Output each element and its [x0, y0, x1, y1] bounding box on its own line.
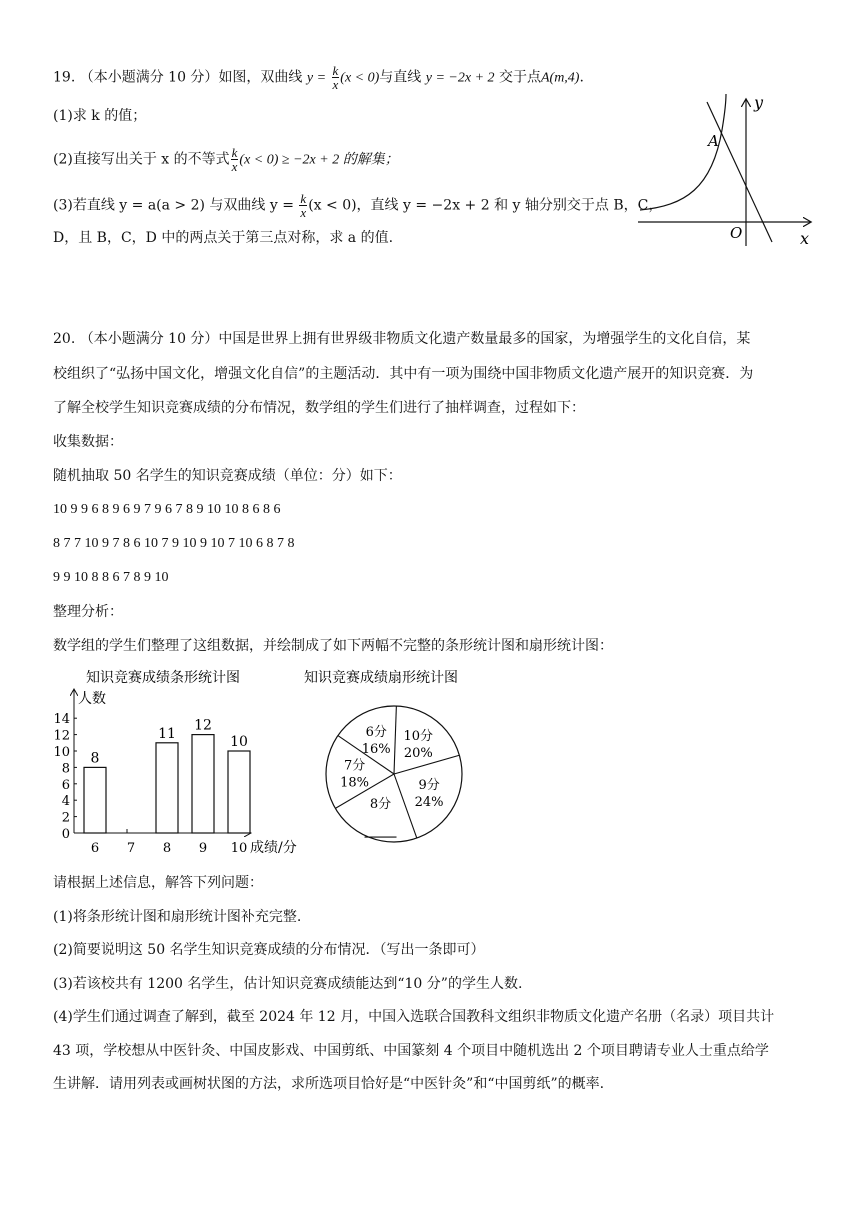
bar-6 — [84, 767, 106, 833]
graph-label-O: O — [730, 224, 743, 242]
q19-point: A(m,4) — [540, 70, 580, 86]
q19-score-note: （本小题满分 10 分） — [79, 69, 219, 86]
q20-data-row2: 8 7 7 10 9 7 8 6 10 7 9 10 9 10 7 10 6 8 7 8 — [53, 536, 295, 551]
q19-line-eq: y = −2x + 2 — [425, 70, 495, 86]
bar-value-label: 12 — [194, 717, 212, 734]
q19-part2-text-b: (x < 0) ≥ −2x + 2 的解集； — [239, 152, 399, 168]
q20-part1: (1)将条形统计图和扇形统计图补充完整. — [53, 909, 302, 925]
q20-line5: 随机抽取 50 名学生的知识竞赛成绩（单位：分）如下： — [53, 468, 402, 484]
bar-y-tick-label: 12 — [53, 728, 70, 744]
q19-part3-text-a: (3)若直线 y = a(a > 2) 与双曲线 y = — [53, 197, 294, 214]
q20-data-row1: 10 9 9 6 8 9 6 9 7 9 6 7 8 9 10 10 8 6 8 6 — [53, 502, 281, 517]
bar-y-tick-label: 10 — [53, 745, 70, 760]
q20-part2: (2)简要说明这 50 名学生知识竞赛成绩的分布情况．（写出一条即可） — [53, 942, 485, 958]
bar-x-tick-label: 10 — [230, 841, 248, 856]
pie-slice-label: 8分 — [369, 797, 392, 813]
q19-part3-text-b: (x < 0)，直线 y = −2x + 2 和 y 轴分别交于点 B，C， — [308, 197, 663, 214]
q19-part2 — [53, 146, 399, 173]
q20-line2: 校组织了“弘扬中国文化，增强文化自信”的主题活动．其中有一项为围绕中国非物质文化遗产展开的知识竞赛．为 — [53, 366, 754, 382]
graph-label-x: x — [800, 229, 810, 248]
pie-slice-label: 10分 — [403, 728, 434, 744]
q19-part2-frac-num: k — [231, 145, 238, 160]
q19-part1: (1)求 k 的值； — [53, 108, 147, 124]
bar-chart — [52, 666, 312, 860]
q19-stem-text-c: 交于点 — [498, 69, 541, 86]
q20-line8: 请根据上述信息，解答下列问题： — [53, 875, 263, 891]
q20-part4-line3: 生讲解．请用列表或画树状图的方法，求所选项目恰好是“中医针灸”和“中国剪纸”的概率. — [53, 1076, 605, 1092]
q20-line6: 整理分析： — [53, 604, 123, 620]
pie-chart — [300, 666, 490, 860]
q19-part3-cont: D，且 B，C，D 中的两点关于第三点对称，求 a 的值. — [53, 230, 394, 246]
q19-graph — [630, 90, 830, 250]
q19-part2-text-a: (2)直接写出关于 x 的不等式 — [53, 151, 230, 168]
graph-label-y: y — [754, 93, 764, 112]
pie-slice-label: 6分 — [365, 724, 387, 740]
q19-stem — [53, 64, 584, 91]
bar-x-tick-label: 9 — [198, 841, 208, 856]
q20-part4-line1: (4)学生们通过调查了解到，截至 2024 年 12 月，中国入选联合国教科文组织非物质文化遗产名册（名录）项目共计 — [53, 1009, 775, 1025]
bar-y-tick-label: 0 — [61, 827, 70, 842]
bar-chart-xlabel: 成绩/分 — [250, 840, 297, 856]
bar-chart-ylabel: 人数 — [78, 691, 106, 707]
q20-line7: 数学组的学生们整理了这组数据，并绘制成了如下两幅不完整的条形统计图和扇形统计图： — [53, 638, 613, 654]
bar-value-label: 11 — [158, 725, 176, 742]
q19-hyperbola-lhs: y = — [306, 70, 327, 86]
bar-y-tick-label: 6 — [61, 777, 70, 793]
q19-part3-frac-num: k — [300, 191, 307, 206]
q19-domain: (x < 0) — [340, 70, 380, 86]
pie-slice-percent: 20% — [403, 745, 433, 761]
q19-frac-den: x — [332, 77, 339, 92]
bar-chart-title: 知识竞赛成绩条形统计图 — [86, 670, 240, 686]
straight-line — [707, 102, 772, 242]
q19-stem-end: . — [579, 69, 584, 86]
q19-part3-fraction — [299, 192, 307, 219]
q19-frac-num: k — [332, 63, 339, 78]
q19-fraction — [332, 64, 340, 91]
bar-y-tick-label: 4 — [61, 794, 70, 810]
bar-value-label: 8 — [90, 750, 100, 767]
bar-8 — [156, 743, 178, 833]
q20-line3: 了解全校学生知识竞赛成绩的分布情况，数学组的学生们进行了抽样调查，过程如下： — [53, 400, 585, 416]
bar-value-label: 10 — [230, 734, 248, 750]
pie-chart-title: 知识竞赛成绩扇形统计图 — [304, 670, 458, 686]
q19-part2-frac-den: x — [231, 159, 238, 174]
q19-part3-frac-den: x — [300, 205, 307, 220]
q19-part3 — [53, 192, 662, 219]
bar-x-tick-label: 7 — [126, 841, 136, 856]
q19-stem-text-b: 与直线 — [379, 69, 422, 86]
graph-label-A: A — [708, 132, 719, 150]
q20-part4-line2: 43 项，学校想从中医针灸、中国皮影戏、中国剪纸、中国篆刻 4 个项目中随机选出 2 个项目聘请专业人士重点给学 — [53, 1043, 769, 1059]
bar-y-tick-label: 14 — [53, 712, 70, 728]
bar-x-tick-label: 8 — [162, 841, 172, 856]
q20-part3: (3)若该校共有 1200 名学生，估计知识竞赛成绩能达到“10 分”的学生人数. — [53, 976, 523, 992]
bar-y-tick-label: 2 — [61, 810, 70, 826]
pie-slice-percent: 16% — [361, 741, 391, 757]
pie-slice-label: 7分 — [343, 758, 366, 774]
bar-y-tick-label: 8 — [61, 761, 70, 777]
bar-10 — [228, 751, 250, 833]
q19-stem-text-a: 如图，双曲线 — [218, 69, 303, 86]
q20-line1: 20. （本小题满分 10 分）中国是世界上拥有世界级非物质文化遗产数量最多的国家，为增强学生的文化自信，某 — [53, 331, 751, 347]
bar-x-tick-label: 6 — [90, 841, 100, 856]
pie-slice-percent: 18% — [340, 775, 370, 791]
pie-slice-percent: 24% — [414, 795, 444, 811]
q19-number: 19. — [53, 69, 76, 86]
q20-line4: 收集数据： — [53, 434, 123, 450]
pie-slice-label: 9分 — [418, 778, 440, 794]
q20-data-row3: 9 9 10 8 8 6 7 8 9 10 — [53, 570, 169, 585]
bar-9 — [192, 735, 214, 833]
hyperbola-curve — [640, 94, 726, 210]
q19-part2-fraction — [231, 146, 239, 173]
